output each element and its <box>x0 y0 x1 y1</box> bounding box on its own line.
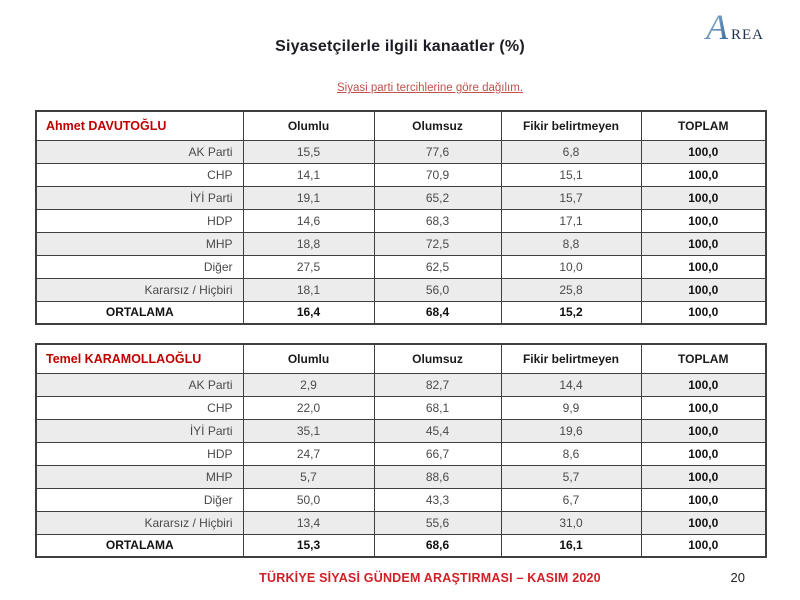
data-value: 56,0 <box>374 278 501 301</box>
data-value: 27,5 <box>243 255 374 278</box>
toplam-value: 100,0 <box>641 442 766 465</box>
toplam-value: 100,0 <box>641 465 766 488</box>
data-value: 72,5 <box>374 232 501 255</box>
data-value: 2,9 <box>243 373 374 396</box>
table-row <box>36 209 766 232</box>
row-label: Kararsız / Hiçbiri <box>36 278 243 301</box>
table-row <box>36 511 766 534</box>
table-row <box>36 465 766 488</box>
table-header-row <box>36 111 766 140</box>
data-value: 16,1 <box>501 534 641 557</box>
data-value: 15,2 <box>501 301 641 324</box>
data-value: 18,1 <box>243 278 374 301</box>
row-label: İYİ Parti <box>36 186 243 209</box>
table-subject: Ahmet DAVUTOĞLU <box>36 111 243 140</box>
data-value: 15,1 <box>501 163 641 186</box>
table-row <box>36 442 766 465</box>
table-row <box>36 396 766 419</box>
toplam-value: 100,0 <box>641 373 766 396</box>
table-header-row <box>36 344 766 373</box>
data-value: 88,6 <box>374 465 501 488</box>
data-value: 8,8 <box>501 232 641 255</box>
data-value: 35,1 <box>243 419 374 442</box>
table-row <box>36 255 766 278</box>
row-label: AK Parti <box>36 373 243 396</box>
data-value: 70,9 <box>374 163 501 186</box>
row-label: MHP <box>36 232 243 255</box>
data-value: 68,6 <box>374 534 501 557</box>
toplam-value: 100,0 <box>641 232 766 255</box>
column-header-fikir-belirtmeyen: Fikir belirtmeyen <box>501 344 641 373</box>
row-label: Diğer <box>36 255 243 278</box>
toplam-value: 100,0 <box>641 278 766 301</box>
row-label: AK Parti <box>36 140 243 163</box>
data-value: 9,9 <box>501 396 641 419</box>
data-value: 19,6 <box>501 419 641 442</box>
table-row <box>36 419 766 442</box>
footer-report-title: TÜRKİYE SİYASİ GÜNDEM ARAŞTIRMASI – KASIM 2020 <box>259 571 601 585</box>
data-value: 77,6 <box>374 140 501 163</box>
toplam-value: 100,0 <box>641 396 766 419</box>
row-label: HDP <box>36 442 243 465</box>
toplam-value: 100,0 <box>641 511 766 534</box>
data-value: 15,5 <box>243 140 374 163</box>
data-value: 31,0 <box>501 511 641 534</box>
data-value: 65,2 <box>374 186 501 209</box>
data-value: 25,8 <box>501 278 641 301</box>
data-value: 6,7 <box>501 488 641 511</box>
table-row <box>36 373 766 396</box>
data-value: 18,8 <box>243 232 374 255</box>
page-number: 20 <box>730 570 745 585</box>
table-row <box>36 186 766 209</box>
row-label: Kararsız / Hiçbiri <box>36 511 243 534</box>
row-label: İYİ Parti <box>36 419 243 442</box>
data-value: 13,4 <box>243 511 374 534</box>
column-header-olumsuz: Olumsuz <box>374 344 501 373</box>
table-row <box>36 163 766 186</box>
data-value: 68,3 <box>374 209 501 232</box>
column-header-fikir-belirtmeyen: Fikir belirtmeyen <box>501 111 641 140</box>
data-value: 68,1 <box>374 396 501 419</box>
data-value: 68,4 <box>374 301 501 324</box>
column-header-toplam: TOPLAM <box>641 344 766 373</box>
toplam-value: 100,0 <box>641 209 766 232</box>
data-value: 5,7 <box>243 465 374 488</box>
toplam-value: 100,0 <box>641 163 766 186</box>
table-row <box>36 278 766 301</box>
toplam-value: 100,0 <box>641 140 766 163</box>
data-value: 14,6 <box>243 209 374 232</box>
table-row <box>36 140 766 163</box>
table-total-row <box>36 301 766 324</box>
total-row-label: ORTALAMA <box>36 301 243 324</box>
data-value: 16,4 <box>243 301 374 324</box>
data-value: 22,0 <box>243 396 374 419</box>
toplam-value: 100,0 <box>641 419 766 442</box>
row-label: HDP <box>36 209 243 232</box>
data-value: 50,0 <box>243 488 374 511</box>
toplam-value: 100,0 <box>641 255 766 278</box>
data-value: 66,7 <box>374 442 501 465</box>
column-header-olumlu: Olumlu <box>243 344 374 373</box>
table-total-row <box>36 534 766 557</box>
page-subtitle: Siyasi parti tercihlerine göre dağılım. <box>337 82 523 94</box>
table-row <box>36 488 766 511</box>
logo-rest: REA <box>731 27 764 43</box>
data-value: 24,7 <box>243 442 374 465</box>
toplam-value: 100,0 <box>641 534 766 557</box>
row-label: Diğer <box>36 488 243 511</box>
data-value: 8,6 <box>501 442 641 465</box>
table-row <box>36 232 766 255</box>
data-value: 14,4 <box>501 373 641 396</box>
data-value: 62,5 <box>374 255 501 278</box>
data-value: 19,1 <box>243 186 374 209</box>
data-value: 5,7 <box>501 465 641 488</box>
data-value: 6,8 <box>501 140 641 163</box>
data-value: 17,1 <box>501 209 641 232</box>
data-value: 15,7 <box>501 186 641 209</box>
row-label: CHP <box>36 396 243 419</box>
column-header-olumlu: Olumlu <box>243 111 374 140</box>
page-title: Siyasetçilerle ilgili kanaatler (%) <box>275 38 525 55</box>
data-value: 15,3 <box>243 534 374 557</box>
row-label: CHP <box>36 163 243 186</box>
data-value: 45,4 <box>374 419 501 442</box>
data-value: 14,1 <box>243 163 374 186</box>
table-subject: Temel KARAMOLLAOĞLU <box>36 344 243 373</box>
table-karamollaoglu <box>35 343 767 558</box>
data-value: 82,7 <box>374 373 501 396</box>
toplam-value: 100,0 <box>641 301 766 324</box>
column-header-olumsuz: Olumsuz <box>374 111 501 140</box>
column-header-toplam: TOPLAM <box>641 111 766 140</box>
data-value: 55,6 <box>374 511 501 534</box>
logo-initial: A <box>706 7 728 46</box>
data-value: 43,3 <box>374 488 501 511</box>
total-row-label: ORTALAMA <box>36 534 243 557</box>
toplam-value: 100,0 <box>641 488 766 511</box>
row-label: MHP <box>36 465 243 488</box>
data-value: 10,0 <box>501 255 641 278</box>
table-davutoglu <box>35 110 767 325</box>
toplam-value: 100,0 <box>641 186 766 209</box>
